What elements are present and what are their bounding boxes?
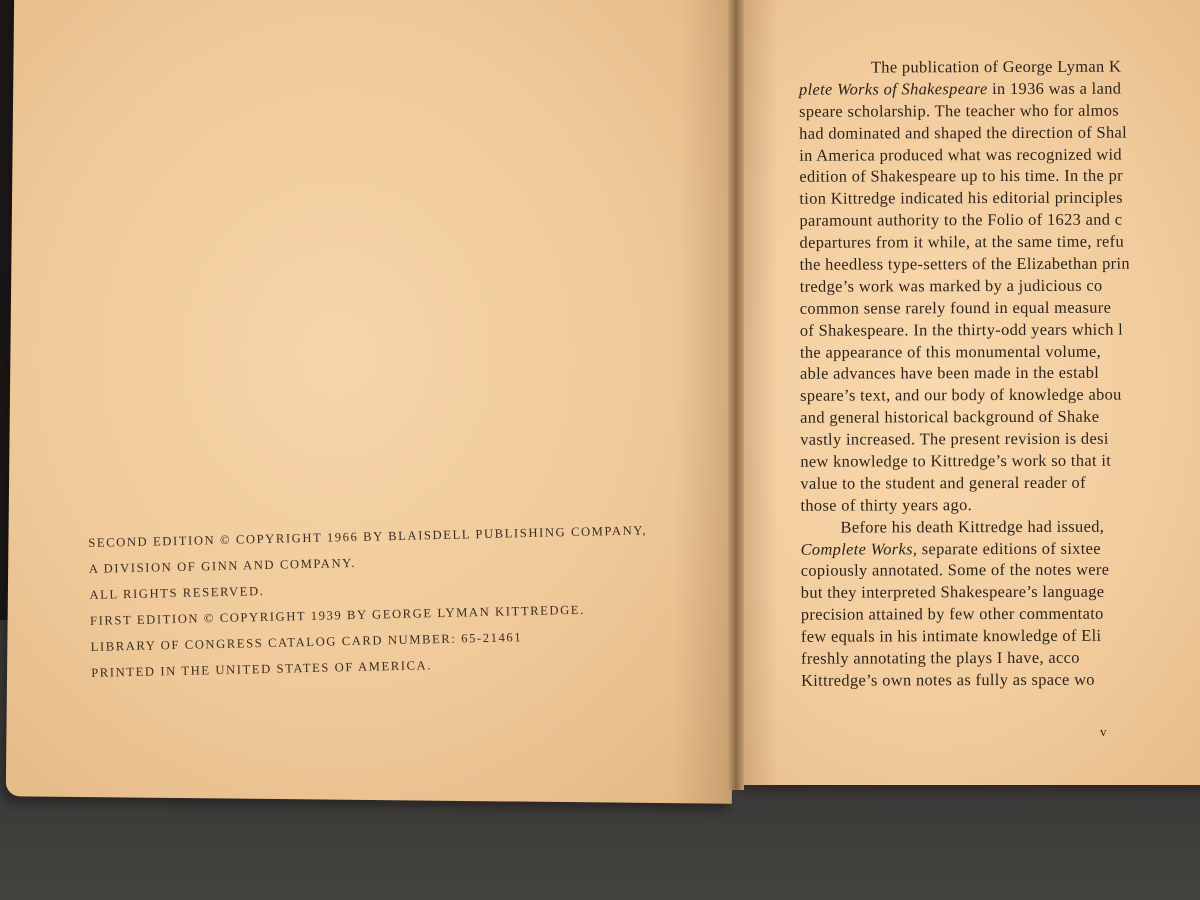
preface-line: copiously annotated. Some of the notes were bbox=[800, 560, 1110, 581]
preface-line: Complete Works, separate editions of sixtee bbox=[800, 538, 1101, 559]
italic-title: Complete Works, bbox=[800, 538, 918, 559]
preface-line: speare scholarship. The teacher who for almos bbox=[799, 100, 1120, 121]
preface-line: tion Kittredge indicated his editorial principles bbox=[799, 187, 1123, 209]
preface-line: few equals in his intimate knowledge of Eli bbox=[800, 625, 1102, 646]
preface-line: plete Works of Shakespeare in 1936 was a land bbox=[798, 78, 1122, 99]
preface-line: those of thirty years ago. bbox=[800, 494, 973, 515]
preface-line: common sense rarely found in equal measure bbox=[799, 297, 1112, 318]
preface-line: departures from it while, at the same time, refu bbox=[799, 231, 1125, 252]
preface-line: paramount authority to the Folio of 1623 and c bbox=[799, 209, 1123, 230]
preface-line: in America produced what was recognized wid bbox=[799, 144, 1122, 165]
preface-line: new knowledge to Kittredge’s work so that it bbox=[800, 450, 1112, 471]
preface-line: value to the student and general reader of bbox=[800, 472, 1086, 493]
copyright-line: A DIVISION OF GINN AND COMPANY. bbox=[88, 555, 357, 576]
copyright-line: PRINTED IN THE UNITED STATES OF AMERICA. bbox=[91, 658, 433, 680]
copyright-line: SECOND EDITION © COPYRIGHT 1966 BY BLAISDELL PUBLISHING COMPANY, bbox=[88, 523, 648, 550]
copyright-block bbox=[88, 515, 731, 685]
preface-line: the appearance of this monumental volume, bbox=[799, 341, 1102, 362]
copyright-line: FIRST EDITION © COPYRIGHT 1939 BY GEORGE LYMAN KITTREDGE. bbox=[89, 602, 586, 628]
preface-line: but they interpreted Shakespeare’s language bbox=[800, 582, 1105, 603]
book-gutter bbox=[728, 0, 744, 790]
preface-line: precision attained by few other commentato bbox=[800, 603, 1104, 624]
copyright-line: ALL RIGHTS RESERVED. bbox=[89, 584, 265, 602]
preface-line: edition of Shakespeare up to his time. In the pr bbox=[799, 166, 1123, 187]
preface-line: tredge’s work was marked by a judicious co bbox=[799, 275, 1103, 296]
preface-line: able advances have been made in the establ bbox=[799, 363, 1100, 384]
preface-line: vastly increased. The present revision is desi bbox=[800, 428, 1109, 449]
preface-line: speare’s text, and our body of knowledge abou bbox=[800, 384, 1122, 406]
copyright-line: LIBRARY OF CONGRESS CATALOG CARD NUMBER: 65-21461 bbox=[90, 630, 523, 654]
preface-line: had dominated and shaped the direction of Shal bbox=[799, 122, 1128, 143]
italic-title: plete Works of Shakespeare bbox=[798, 78, 988, 99]
preface-line: and general historical background of Shake bbox=[800, 406, 1100, 427]
preface-line: the heedless type-setters of the Elizabethan prin bbox=[799, 253, 1130, 274]
page-number: v bbox=[1100, 724, 1108, 739]
preface-text bbox=[799, 55, 1200, 691]
preface-line: freshly annotating the plays I have, acco bbox=[800, 647, 1080, 668]
preface-line: Before his death Kittredge had issued, bbox=[840, 516, 1105, 537]
preface-line: The publication of George Lyman K bbox=[870, 56, 1122, 77]
preface-line: Kittredge’s own notes as fully as space wo bbox=[801, 669, 1095, 690]
preface-line: of Shakespeare. In the thirty-odd years which l bbox=[799, 319, 1124, 340]
